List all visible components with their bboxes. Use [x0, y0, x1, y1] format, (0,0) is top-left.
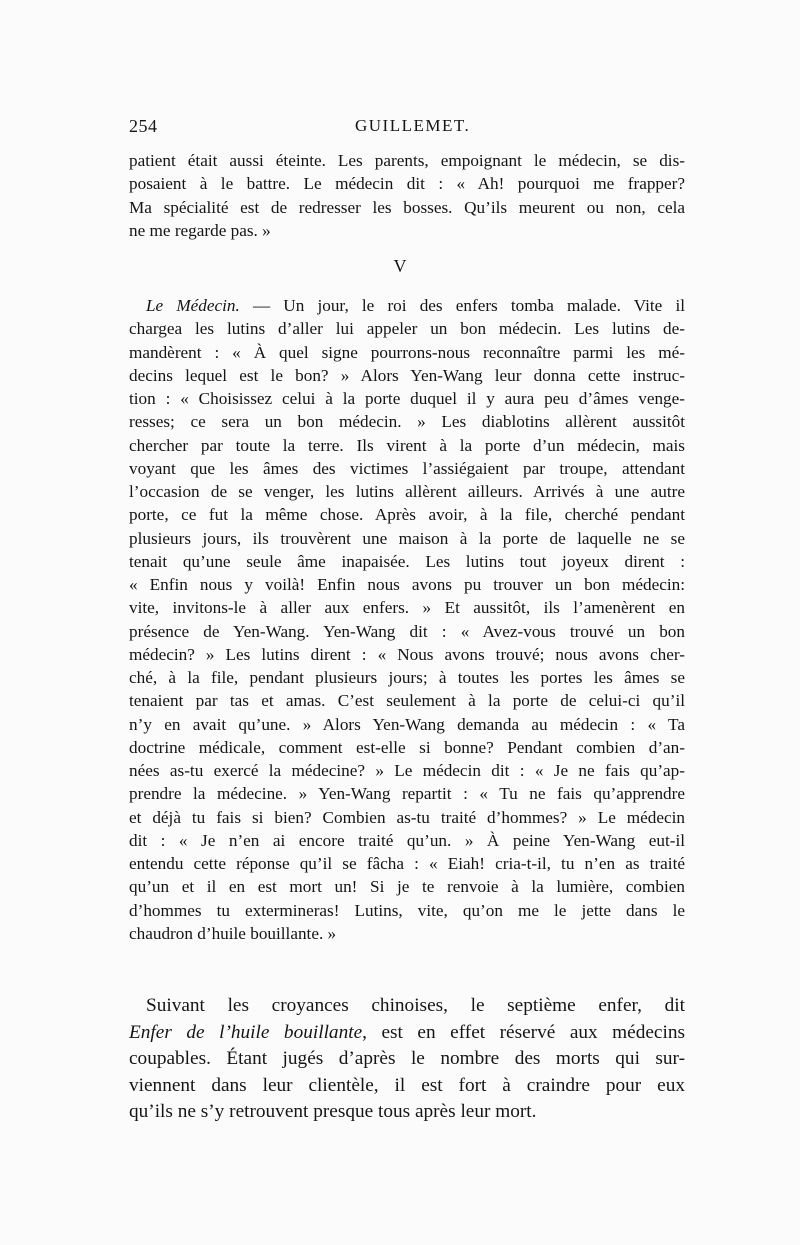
page-number: 254: [129, 116, 158, 136]
text-line: tenait qu’une seule âme inapaisée. Les lutins tout joyeux dirent :: [129, 551, 685, 571]
text-line: tion : « Choisissez celui à la porte duquel il y aura peu d’âmes venge-: [129, 389, 685, 408]
text-line: « Enfin nous y voilà! Enfin nous avons pu trouver un bon médecin:: [129, 575, 685, 594]
text-line: présence de Yen-Wang. Yen-Wang dit : « Avez-vous trouvé un bon: [129, 621, 685, 641]
text-line: tenaient par tas et amas. C’est seulement à la porte de celui-ci qu’il: [129, 691, 685, 711]
running-title: GUILLEMET.: [355, 116, 471, 135]
text-line: Suivant les croyances chinoises, le septième enfer, dit: [146, 995, 685, 1016]
text-line: qu’ils ne s’y retrouvent presque tous après leur mort.: [129, 1101, 537, 1123]
text-line: plusieurs jours, ils trouvèrent une maison à la porte de laquelle ne se: [129, 528, 685, 548]
text-line: qu’un et il en est mort un! Si je te renvoie à la lumière, combien: [129, 877, 685, 897]
text-line: mandèrent : « À quel signe pourrons-nous reconnaître parmi les mé-: [129, 342, 685, 362]
text-line: et déjà tu fais si bien? Combien as-tu traité d’hommes? » Le médecin: [129, 807, 685, 827]
text-line: posaient à le battre. Le médecin dit : « Ah! pourquoi me frapper?: [129, 174, 685, 194]
text-line: l’occasion de se venger, les lutins allèrent ailleurs. Arrivés à une autre: [129, 482, 685, 501]
text-line: porte, ce fut la même chose. Après avoir, à la file, cherché pendant: [129, 505, 685, 525]
section-number: V: [393, 256, 407, 276]
paragraph-2: [129, 294, 685, 945]
text-line: chercher par toute la terre. Ils virent à la porte d’un médecin, mais: [129, 435, 685, 455]
page-header: [129, 116, 685, 140]
text-span: , est en effet réservé aux médecins: [362, 1021, 685, 1043]
text-line: Ma spécialité est de redresser les bosses. Qu’ils meurent ou non, cela: [129, 197, 685, 217]
text-line: dit : « Je n’en ai encore traité qu’un. » À peine Yen-Wang eut-il: [129, 830, 685, 850]
paragraph-3: [129, 993, 685, 1126]
text-line: vite, invitons-le à aller aux enfers. » Et aussitôt, ils l’amenèrent en: [129, 598, 685, 618]
text-line: decins lequel est le bon? » Alors Yen-Wang leur donna cette instruc-: [129, 365, 685, 385]
text-line: doctrine médicale, comment est-elle si bonne? Pendant combien d’an-: [129, 737, 685, 757]
text-line: médecin? » Les lutins dirent : « Nous avons trouvé; nous avons cher-: [129, 644, 685, 664]
text-line: resses; ce sera un bon médecin. » Les diablotins allèrent aussitôt: [129, 412, 685, 432]
text-span: — Un jour, le roi des enfers tomba malade. Vite il: [239, 296, 686, 315]
text-line: nées as-tu exercé la médecine? » Le médecin dit : « Je ne fais qu’ap-: [129, 761, 685, 780]
text-line: [129, 294, 685, 317]
italic-lead: Le Médecin.: [146, 296, 240, 315]
text-line: chargea les lutins d’aller lui appeler un bon médecin. Les lutins de-: [129, 319, 685, 339]
text-line: coupables. Étant jugés d’après le nombre des morts qui sur-: [129, 1048, 685, 1070]
text-line: [129, 1020, 685, 1047]
paragraph-1: [129, 149, 685, 242]
text-line: chaudron d’huile bouillante. »: [129, 923, 337, 943]
text-line: ché, à la file, pendant plusieurs jours; à toutes les portes les âmes se: [129, 668, 685, 687]
text-line: viennent dans leur clientèle, il est fort à craindre pour eux: [129, 1074, 685, 1096]
text-line: n’y en avait qu’une. » Alors Yen-Wang demanda au médecin : « Ta: [129, 714, 685, 734]
text-line: ne me regarde pas. »: [129, 220, 271, 240]
text-line: patient était aussi éteinte. Les parents, empoignant le médecin, se dis-: [129, 151, 685, 170]
text-line: d’hommes tu extermineras! Lutins, vite, qu’on me le jette dans le: [129, 900, 685, 920]
italic-title: Enfer de l’huile bouillante: [129, 1021, 363, 1043]
text-line: prendre la médecine. » Yen-Wang repartit : « Tu ne fais qu’apprendre: [129, 784, 685, 804]
text-line: entendu cette réponse qu’il se fâcha : « Eiah! cria-t-il, tu n’en as traité: [129, 854, 685, 873]
text-line: voyant que les âmes des victimes l’assiégaient par troupe, attendant: [129, 458, 685, 478]
